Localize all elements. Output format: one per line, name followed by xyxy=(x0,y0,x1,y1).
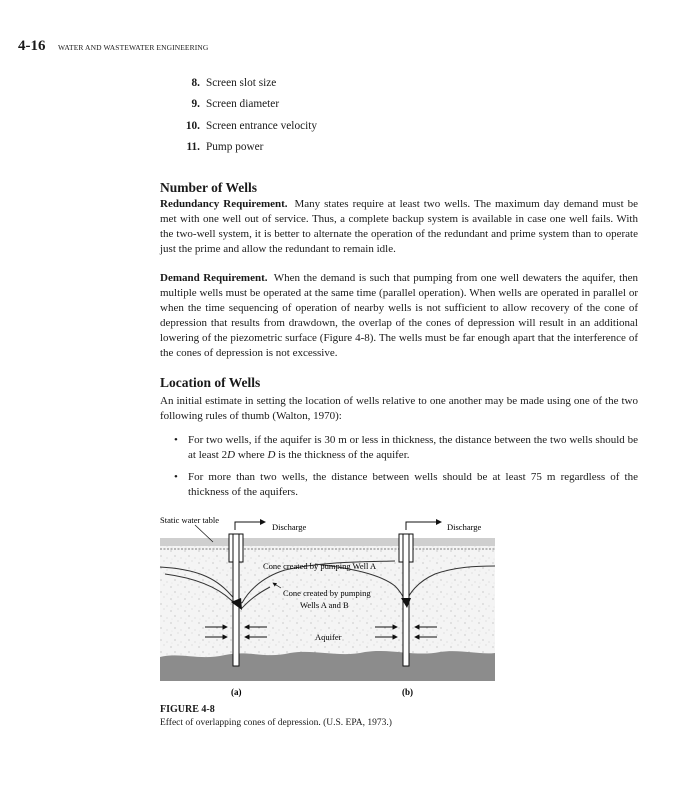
figure-caption xyxy=(160,704,392,728)
numbered-list xyxy=(160,72,317,158)
label-cone-well-a: Cone created by pumping Well A xyxy=(263,561,377,571)
page-number: 4-16 xyxy=(18,38,46,54)
running-title: WATER AND WASTEWATER ENGINEERING xyxy=(58,43,209,52)
figure-caption-text: Effect of overlapping cones of depression. (U.S. EPA, 1973.) xyxy=(160,718,392,728)
page-header xyxy=(18,38,208,55)
label-static-water-table: Static water table xyxy=(160,515,220,525)
paragraph-redundancy: Redundancy Requirement. Many states require at least two wells. The maximum day demand must be met with one well out of service. Thus, a complete backup system is available in case one well fails. With the two-well system, it is better to alternate the operation of the redundant and prime system than to operate just the prime and allow the redundant to remain idle. xyxy=(160,198,638,255)
label-cone-wells-a-b-line1: Cone created by pumping xyxy=(283,588,371,598)
discharge-arrow-a xyxy=(235,522,265,530)
bullet-item: • For more than two wells, the distance between wells should be at least 75 m regardless of the thickness of the aquifers. xyxy=(174,471,638,498)
label-aquifer: Aquifer xyxy=(315,632,342,642)
paragraph-demand: Demand Requirement. When the demand is such that pumping from one well dewaters the aquifer, then multiple wells must be operated at the same time (parallel operation). When wells are operated in parallel or when the time sequencing of operation of nearby wells is not sufficient to allow recovery of the cone of depression that results from drawdown, the overlap of the cones of depression will result in an additional lowering of the piezometric surface (Figure 4-8). The wells must be far enough apart that the interference of the cones of depression is not excessive. xyxy=(160,272,639,359)
label-cone-wells-a-b-line2: Wells A and B xyxy=(300,600,349,610)
heading-location-of-wells: Location of Wells xyxy=(160,375,261,390)
label-panel-a: (a) xyxy=(231,687,242,697)
paragraph-location-intro: An initial estimate in setting the location of wells relative to one another may be made using one of the two following rules of thumb (Walton, 1970): xyxy=(160,395,638,422)
label-panel-b: (b) xyxy=(402,687,413,697)
label-discharge-a: Discharge xyxy=(272,522,307,532)
figure-4-8-diagram xyxy=(155,512,500,697)
figure-number: FIGURE 4-8 xyxy=(160,704,215,715)
list-item: 9. Screen diameter xyxy=(191,98,280,111)
rules-of-thumb-list xyxy=(160,433,638,507)
list-item: 11. Pump power xyxy=(186,141,264,154)
list-item: 8. Screen slot size xyxy=(191,76,277,89)
heading-number-of-wells: Number of Wells xyxy=(160,180,258,195)
bullet-item: • For two wells, if the aquifer is 30 m or less in thickness, the distance between the two wells should be at least 2D where D is the thickness of the aquifer. xyxy=(174,434,638,461)
discharge-arrow-b xyxy=(406,522,441,530)
label-discharge-b: Discharge xyxy=(447,522,482,532)
list-item: 10. Screen entrance velocity xyxy=(185,119,318,132)
